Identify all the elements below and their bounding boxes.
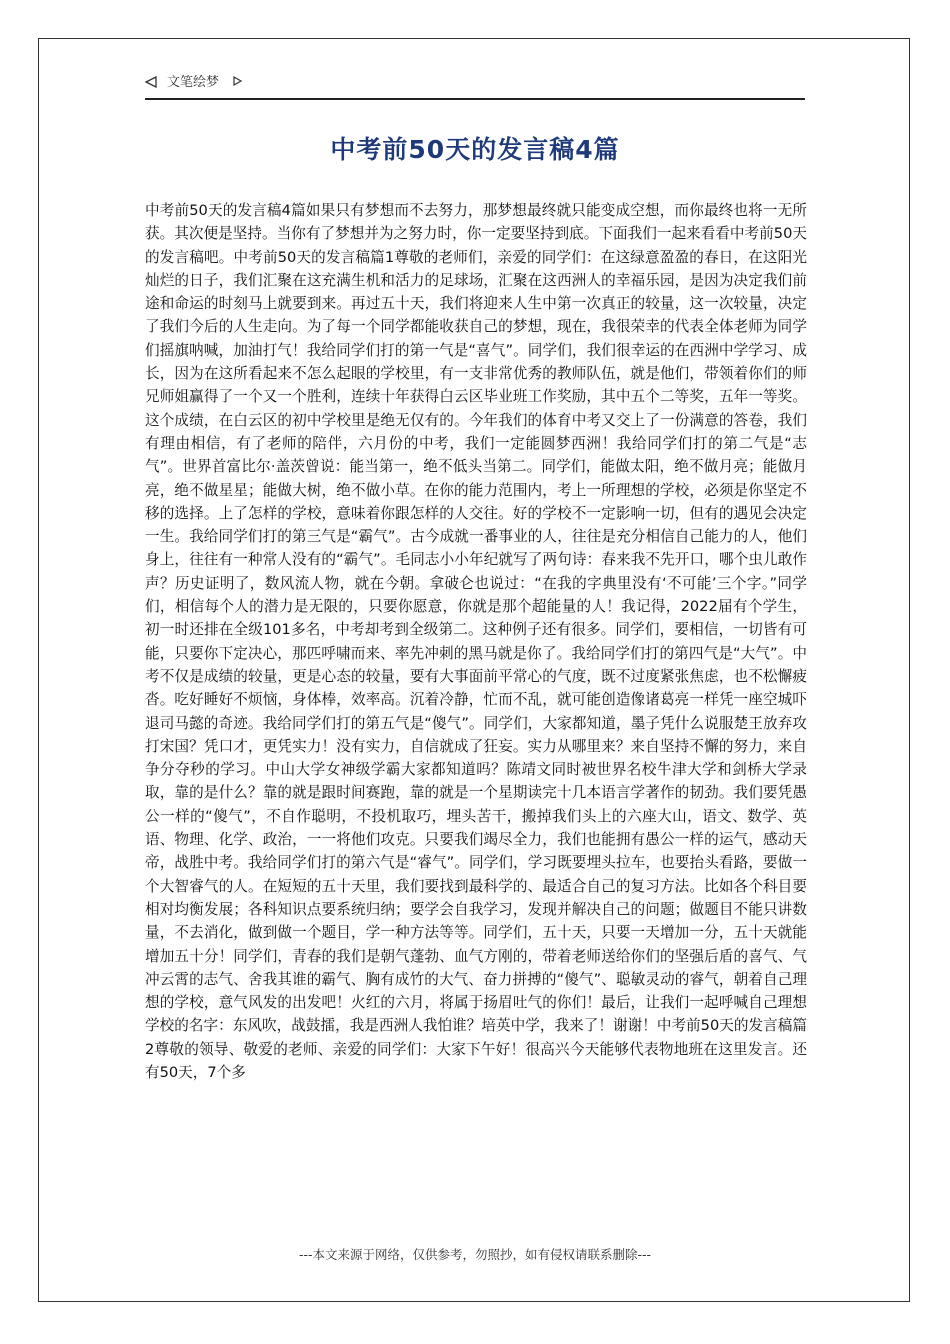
- footer-disclaimer: ---本文来源于网络，仅供参考，勿照抄，如有侵权请联系删除---: [298, 1247, 652, 1262]
- document-title: 中考前50天的发言稿4篇: [330, 135, 620, 164]
- document-body: [145, 199, 807, 1084]
- body-paragraph: 中考前50天的发言稿4篇如果只有梦想而不去努力，那梦想最终就只能变成空想，而你最终也将一无所获。其次便是坚持。当你有了梦想并为之努力时，你一定要坚持到底。下面我们一起来看看中考前50天的发言稿吧。中考前50天的发言稿篇1尊敬的老师们，亲爱的同学们：在这绿意盈盈的春日，在这阳光灿烂的日子，我们汇聚在这充满生机和活力的足球场，汇聚在这西洲人的幸福乐园，是因为决定我们前途和命运的时刻马上就要到来。再过五十天，我们将迎来人生中第一次真正的较量，这一次较量，决定了我们今后的人生走向。为了每一个同学都能收获自己的梦想，现在，我很荣幸的代表全体老师为同学们摇旗呐喊，加油打气！我给同学们打的第一气是“喜气”。同学们，我们很幸运的在西洲中学学习、成长，因为在这所看起来不怎么起眼的学校里，有一支非常优秀的教师队伍，就是他们，带领着你们的师兄师姐赢得了一个又一个胜利，连续十年获得白云区毕业班工作奖励，其中五个二等奖，五年一等奖。这个成绩，在白云区的初中学校里是绝无仅有的。今年我们的体育中考又交上了一份满意的答卷，我们有理由相信，有了老师的陪伴，六月份的中考，我们一定能圆梦西洲！我给同学们打的第二气是“志气”。世界首富比尔·盖茨曾说：能当第一，绝不低头当第二。同学们，能做太阳，绝不做月亮；能做月亮，绝不做星星；能做大树，绝不做小草。在你的能力范围内，考上一所理想的学校，必须是你坚定不移的选择。上了怎样的学校，意味着你跟怎样的人交往。好的学校不一定影响一切，但有的遇见会决定一生。我给同学们打的第三气是“霸气”。古今成就一番事业的人，往往是充分相信自己能力的人，他们身上，往往有一种常人没有的“霸气”。毛同志小小年纪就写了两句诗：春来我不先开口，哪个虫儿敢作声？历史证明了，数风流人物，就在今朝。拿破仑也说过：“在我的字典里没有‘不可能’三个字。”同学们，相信每个人的潜力是无限的，只要你愿意，你就是那个超能量的人！我记得，2022届有个学生，初一时还排在全级101多名，中考却考到全级第二。这种例子还有很多。同学们，要相信，一切皆有可能，只要你下定决心，那匹呼啸而来、率先冲刺的黑马就是你了。我给同学们打的第四气是“大气”。中考不仅是成绩的较量，更是心态的较量，要有大事面前平常心的气度，既不过度紧张焦虑，也不松懈疲沓。吃好睡好不烦恼，身体棒，效率高。沉着冷静，忙而不乱，就可能创造像诸葛亮一样凭一座空城吓退司马懿的奇迹。我给同学们打的第五气是“傻气”。同学们，大家都知道，墨子凭什么说服楚王放弃攻打宋国？凭口才，更凭实力！没有实力，自信就成了狂妄。实力从哪里来？来自坚持不懈的努力，来自争分夺秒的学习。中山大学女神级学霸大家都知道吗？陈靖文同时被世界名校牛津大学和剑桥大学录取，靠的是什么？靠的就是跟时间赛跑，靠的就是一个星期读完十几本语言学著作的韧劲。我们要凭愚公一样的“傻气”，不自作聪明，不投机取巧，埋头苦干，搬掉我们头上的六座大山，语文、数学、英语、物理、化学、政治，一一将他们攻克。只要我们竭尽全力，我们也能拥有愚公一样的运气，感动天帝，战胜中考。我给同学们打的第六气是“睿气”。同学们，学习既要埋头拉车，也要抬头看路，要做一个大智睿气的人。在短短的五十天里，我们要找到最科学的、最适合自己的复习方法。比如各个科目要相对均衡发展；各科知识点要系统归纳；要学会自我学习，发现并解决自己的问题；做题目不能只讲数量，不去消化，做到做一个题目，学一种方法等等。同学们，五十天，只要一天增加一分，五十天就能增加五十分！同学们，青春的我们是朝气蓬勃、血气方刚的，带着老师送给你们的坚强后盾的喜气、气冲云霄的志气、舍我其谁的霸气、胸有成竹的大气、奋力拼搏的“傻气”、聪敏灵动的睿气，朝着自己理想的学校，意气风发的出发吧！火红的六月，将属于扬眉吐气的你们！最后，让我们一起呼喊自己理想学校的名字：东风吹，战鼓擂，我是西洲人我怕谁？培英中学，我来了！谢谢！中考前50天的发言稿篇2尊敬的领导、敬爱的老师、亲爱的同学们：大家下午好！很高兴今天能够代表物地班在这里发言。还有50天，7个多: [145, 202, 807, 1081]
- brand-label: 文笔绘梦: [167, 75, 220, 90]
- triangle-left-icon: [145, 76, 157, 88]
- header-bar: [145, 72, 805, 100]
- triangle-right-icon: [233, 76, 242, 86]
